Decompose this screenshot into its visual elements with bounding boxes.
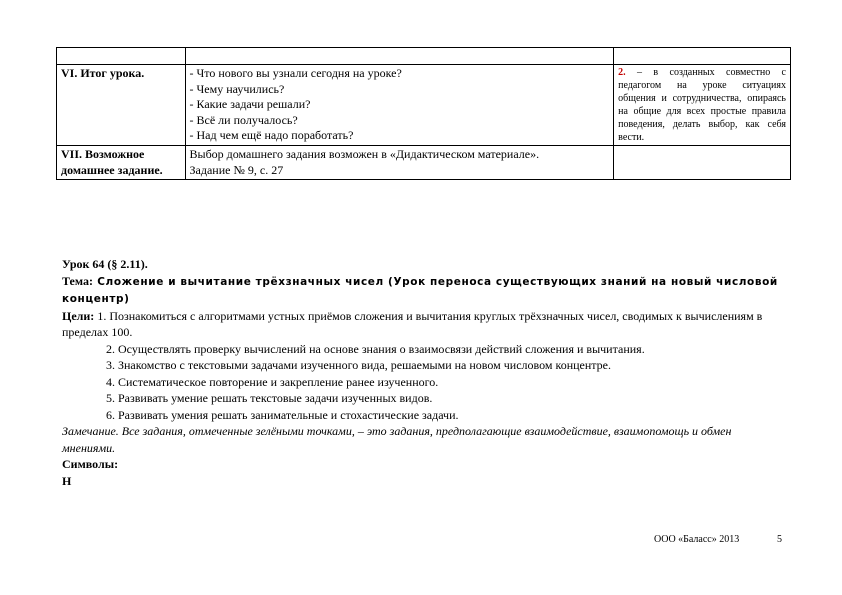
stage-label: VII. Возможное домашнее задание.: [61, 147, 163, 177]
table-cell: [614, 48, 791, 65]
page-number: 5: [777, 534, 782, 545]
table-cell: [614, 146, 791, 180]
table-row-summary: [57, 65, 791, 146]
stage-cell: [57, 146, 186, 180]
goal-item: 1. Познакомиться с алгоритмами устных приёмов сложения и вычитания круглых трёхзначных чисел, сводимых к вычислениям в пределах 100.: [62, 308, 763, 339]
outcome-cell: [614, 65, 791, 146]
goal-item: 6. Развивать умения решать занимательные и стохастические задачи.: [106, 407, 459, 422]
goal-item: 2. Осуществлять проверку вычислений на основе знания о взаимосвязи действий сложения и вычитания.: [106, 341, 645, 356]
goal-item: 3. Знакомство с текстовыми задачами изученного вида, решаемыми на новом числовом концентре.: [106, 358, 611, 372]
stage-label: VI. Итог урока.: [61, 66, 145, 80]
lesson-section: [62, 256, 782, 489]
lesson-plan-table: [56, 47, 791, 180]
homework-line: Выбор домашнего задания возможен в «Дидактическом материале».: [189, 147, 540, 161]
stage-cell: [57, 65, 186, 146]
question-item: - Над чем ещё надо поработать?: [189, 128, 354, 142]
goals-label: Цели:: [62, 308, 95, 323]
footer-publisher: ООО «Баласс» 2013: [654, 534, 740, 545]
topic-text: Сложение и вычитание трёхзначных чисел (Урок переноса существующих знаний на новый числовой концентр): [62, 275, 778, 305]
topic-label: Тема:: [62, 273, 93, 288]
symbols-label: Символы:: [62, 457, 119, 471]
homework-cell: [185, 146, 614, 180]
question-item: - Какие задачи решали?: [189, 97, 311, 111]
table-cell: [57, 48, 186, 65]
remark: Замечание. Все задания, отмеченные зелёными точками, – это задания, предполагающие взаимодействие, взаимопомощь и обмен мнениями.: [62, 424, 732, 455]
questions-cell: [185, 65, 614, 146]
question-item: - Что нового вы узнали сегодня на уроке?: [189, 66, 402, 80]
lesson-topic: [62, 273, 782, 308]
symbol-h: Н: [62, 473, 72, 488]
question-item: - Чему научились?: [189, 81, 285, 96]
outcome-number: 2.: [618, 67, 626, 78]
table-row-blank: [57, 48, 791, 65]
table-row-homework: [57, 146, 791, 180]
question-item: - Всё ли получалось?: [189, 112, 298, 127]
homework-line: Задание № 9, с. 27: [189, 162, 284, 177]
goal-item: 5. Развивать умение решать текстовые задачи изученных видов.: [106, 391, 433, 405]
goal-item: 4. Систематическое повторение и закрепление ранее изученного.: [106, 374, 439, 389]
table-cell: [185, 48, 614, 65]
lesson-title: Урок 64 (§ 2.11).: [62, 257, 148, 271]
outcome-text: – в созданных совместно с педагогом на уроке ситуациях общения и сотрудничества, опираясь на общие для всех простые правила поведения, делать выбор, как себя вести.: [618, 67, 786, 143]
lesson-goals: [62, 308, 782, 341]
